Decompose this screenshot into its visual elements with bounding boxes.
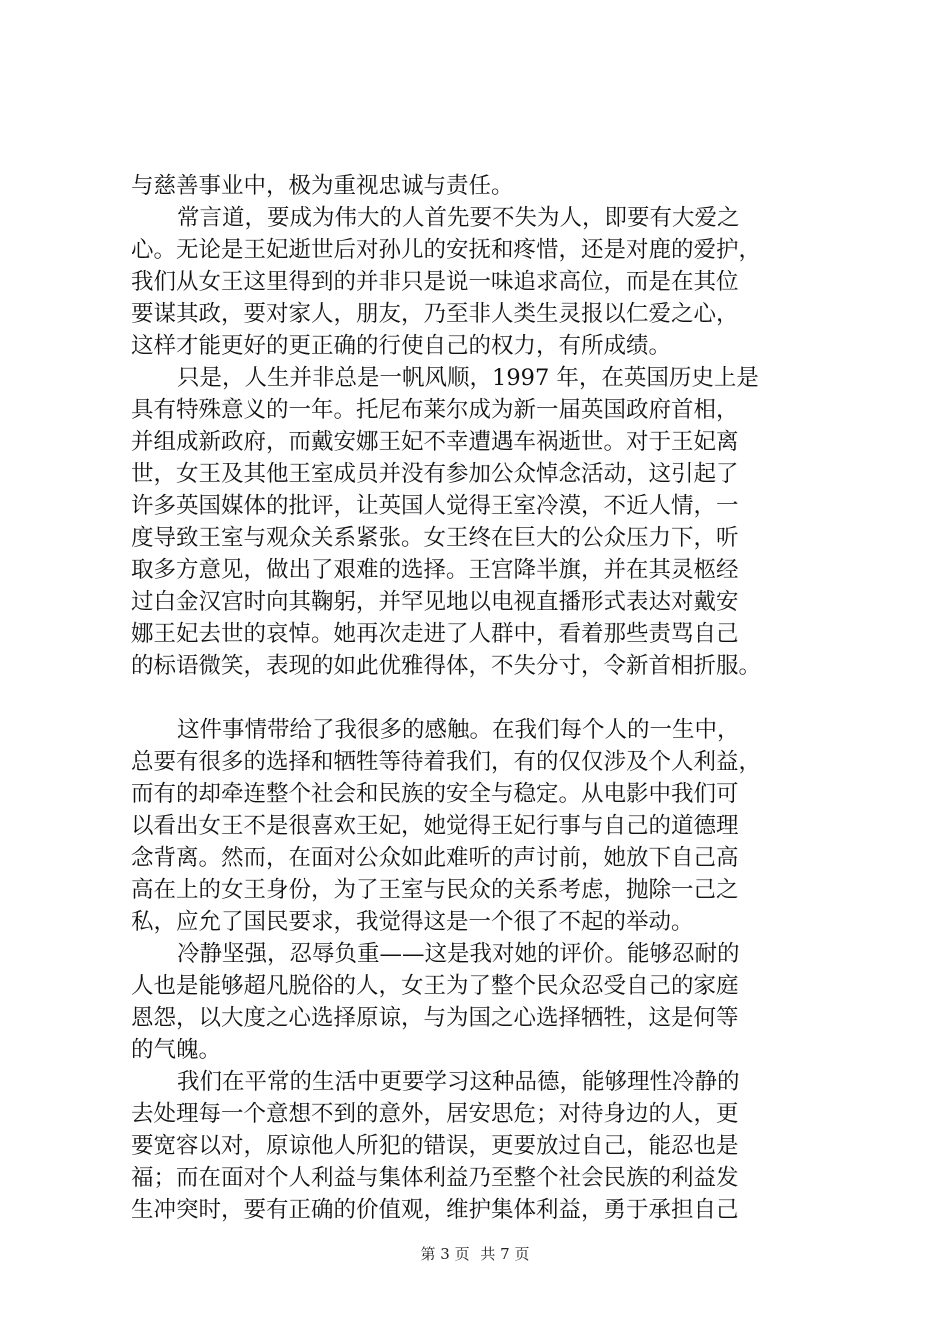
paragraph-start-line: 只是，人生并非总是一帆风顺，1997 年，在英国历史上是 [177, 365, 759, 391]
text-line: 生冲突时，要有正确的价值观，维护集体利益，勇于承担自己 [131, 1197, 739, 1223]
paragraph-start-line: 冷静坚强，忍辱负重——这是我对她的评价。能够忍耐的 [177, 941, 740, 967]
text-line: 要宽容以对，原谅他人所犯的错误，更要放过自己，能忍也是 [131, 1133, 739, 1159]
text-line: 取多方意见，做出了艰难的选择。王宫降半旗，并在其灵柩经 [131, 557, 739, 583]
text-line: 人也是能够超凡脱俗的人，女王为了整个民众忍受自己的家庭 [131, 973, 739, 999]
text-line: 具有特殊意义的一年。托尼布莱尔成为新一届英国政府首相， [131, 397, 739, 423]
text-line: 私，应允了国民要求，我觉得这是一个很了不起的举动。 [131, 909, 694, 935]
text-line: 与慈善事业中，极为重视忠诚与责任。 [131, 173, 514, 199]
text-line: 去处理每一个意想不到的意外，居安思危；对待身边的人，更 [131, 1101, 739, 1127]
text-line: 念背离。然而，在面对公众如此难听的声讨前，她放下自己高 [131, 845, 739, 871]
document-body [131, 170, 821, 1226]
text-line: 的标语微笑，表现的如此优雅得体，不失分寸，令新首相折服。 [131, 653, 762, 679]
page-number: 第 3 页 [420, 1245, 470, 1263]
text-line: 度导致王室与观众关系紧张。女王终在巨大的公众压力下，听 [131, 525, 739, 551]
text-line: 高在上的女王身份，为了王室与民众的关系考虑，抛除一己之 [131, 877, 739, 903]
page-footer [0, 1244, 950, 1264]
blank-line [131, 682, 821, 714]
text-line: 许多英国媒体的批评，让英国人觉得王室冷漠，不近人情，一 [131, 493, 739, 519]
paragraph-start-line: 我们在平常的生活中更要学习这种品德，能够理性冷静的 [177, 1069, 740, 1095]
text-line: 总要有很多的选择和牺牲等待着我们，有的仅仅涉及个人利益， [131, 749, 762, 775]
text-line: 恩怨，以大度之心选择原谅，与为国之心选择牺牲，这是何等 [131, 1005, 739, 1031]
text-line: 而有的却牵连整个社会和民族的安全与稳定。从电影中我们可 [131, 781, 739, 807]
text-line: 并组成新政府，而戴安娜王妃不幸遭遇车祸逝世。对于王妃离 [131, 429, 739, 455]
text-line: 以看出女王不是很喜欢王妃，她觉得王妃行事与自己的道德理 [131, 813, 739, 839]
page-total: 共 7 页 [480, 1245, 530, 1263]
text-line: 过白金汉宫时向其鞠躬，并罕见地以电视直播形式表达对戴安 [131, 589, 739, 615]
text-line: 我们从女王这里得到的并非只是说一味追求高位，而是在其位 [131, 269, 739, 295]
paragraph-start-line: 常言道，要成为伟大的人首先要不失为人，即要有大爱之 [177, 205, 740, 231]
text-line: 这样才能更好的更正确的行使自己的权力，有所成绩。 [131, 333, 672, 359]
text-line: 娜王妃去世的哀悼。她再次走进了人群中，看着那些责骂自己 [131, 621, 739, 647]
text-line: 心。无论是王妃逝世后对孙儿的安抚和疼惜，还是对鹿的爱护， [131, 237, 762, 263]
text-line: 的气魄。 [131, 1037, 222, 1063]
text-line: 要谋其政，要对家人，朋友，乃至非人类生灵报以仁爱之心， [131, 301, 739, 327]
text-line: 福；而在面对个人利益与集体利益乃至整个社会民族的利益发 [131, 1165, 739, 1191]
paragraph-start-line: 这件事情带给了我很多的感触。在我们每个人的一生中， [177, 717, 740, 743]
text-line: 世，女王及其他王室成员并没有参加公众悼念活动，这引起了 [131, 461, 739, 487]
